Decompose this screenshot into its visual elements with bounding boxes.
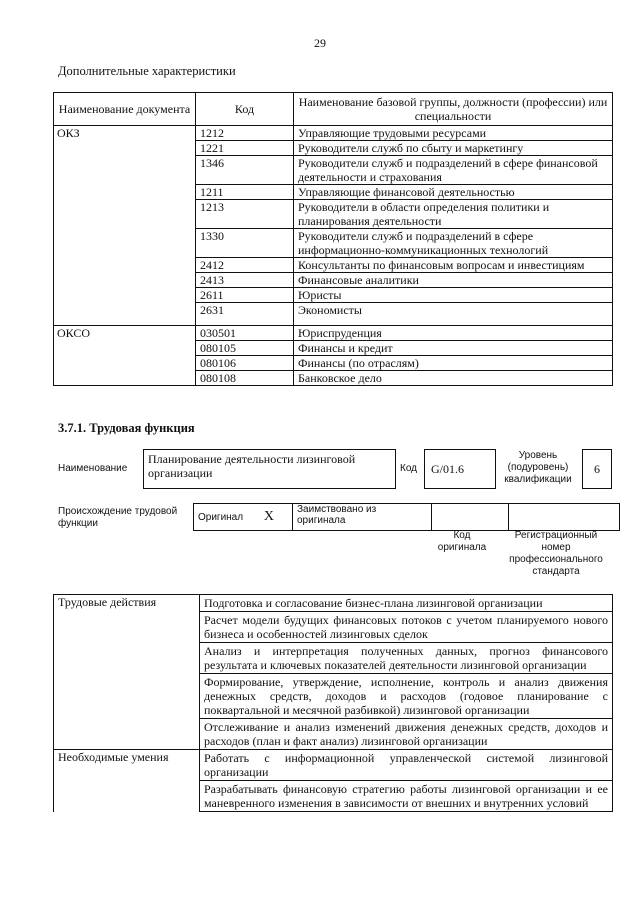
code-original-cell <box>432 504 509 531</box>
code-cell: 2611 <box>196 288 294 303</box>
name-label: Наименование <box>58 463 128 474</box>
labor-action: Расчет модели будущих финансовых потоков с учетом планируемого нового бизнеса и особенностей лизинговых сделок <box>200 612 613 643</box>
code-cell: 080106 <box>196 356 294 371</box>
name-cell: Юриспруденция <box>294 326 613 341</box>
table-row <box>54 126 613 141</box>
reg-number-label: Регистрационный номер профессионального стандарта <box>509 530 603 577</box>
name-cell: Управляющие трудовыми ресурсами <box>294 126 613 141</box>
code-cell: 1213 <box>196 200 294 229</box>
name-cell: Финансовые аналитики <box>294 273 613 288</box>
code-label: Код <box>400 463 418 474</box>
skills-label: Необходимые умения <box>54 750 200 812</box>
doc-okso: ОКСО <box>54 326 196 386</box>
original-mark: X <box>263 509 274 524</box>
table-row <box>54 595 613 612</box>
table-row <box>194 504 620 531</box>
labor-actions-table <box>53 594 613 812</box>
labor-actions-label: Трудовые действия <box>54 595 200 750</box>
labor-action: Анализ и интерпретация полученных данных, прогноз финансового результата и ключевых показателей деятельности лизинговой организации <box>200 643 613 674</box>
code-cell: 2413 <box>196 273 294 288</box>
header-code: Код <box>196 93 294 126</box>
code-cell: 080108 <box>196 371 294 386</box>
name-cell: Юристы <box>294 288 613 303</box>
function-name-value: Планирование деятельности лизинговой организации <box>143 449 396 489</box>
code-cell: 2631 <box>196 303 294 326</box>
original-cell <box>194 504 293 531</box>
section-title: Дополнительные характеристики <box>58 64 236 78</box>
code-cell: 2412 <box>196 258 294 273</box>
table-row <box>54 750 613 781</box>
name-cell: Экономисты <box>294 303 613 326</box>
labor-action: Подготовка и согласование бизнес-плана лизинговой организации <box>200 595 613 612</box>
name-cell: Консультанты по финансовым вопросам и инвестициям <box>294 258 613 273</box>
header-name: Наименование базовой группы, должности (профессии) или специальности <box>294 93 613 126</box>
table-header-row <box>54 93 613 126</box>
code-cell: 1330 <box>196 229 294 258</box>
additional-characteristics-table <box>53 92 613 386</box>
header-document: Наименование документа <box>54 93 196 126</box>
level-label: Уровень (подуровень) квалификации <box>504 450 572 485</box>
code-cell: 1346 <box>196 156 294 185</box>
function-heading: 3.7.1. Трудовая функция <box>58 421 195 435</box>
original-label: Оригинал <box>198 512 244 523</box>
name-cell: Руководители служб и подразделений в сфере финансовой деятельности и страхования <box>294 156 613 185</box>
origin-table <box>193 503 620 531</box>
origin-label: Происхождение трудовой функции <box>58 506 178 529</box>
doc-okz: ОКЗ <box>54 126 196 326</box>
table-row <box>54 326 613 341</box>
function-code-value: G/01.6 <box>424 449 496 489</box>
level-value: 6 <box>582 449 612 489</box>
reg-number-cell <box>509 504 620 531</box>
name-cell: Руководители служб и подразделений в сфере информационно-коммуникационных технологий <box>294 229 613 258</box>
code-cell: 1211 <box>196 185 294 200</box>
borrowed-label: Заимствовано из оригинала <box>293 504 432 531</box>
page-number: 29 <box>314 36 326 50</box>
name-cell: Управляющие финансовой деятельностью <box>294 185 613 200</box>
name-cell: Руководители служб по сбыту и маркетингу <box>294 141 613 156</box>
name-cell: Финансы и кредит <box>294 341 613 356</box>
code-cell: 030501 <box>196 326 294 341</box>
code-original-label: Код оригинала <box>437 530 487 553</box>
code-cell: 1221 <box>196 141 294 156</box>
labor-action: Отслеживание и анализ изменений движения денежных средств, доходов и расходов (план и факт анализ) лизинговой организации <box>200 719 613 750</box>
skill-item: Разрабатывать финансовую стратегию работы лизинговой организации и ее маневренного изменения в зависимости от внешних и внутренних условий <box>200 781 613 812</box>
skill-item: Работать с информационной управленческой системой лизинговой организации <box>200 750 613 781</box>
code-cell: 080105 <box>196 341 294 356</box>
name-cell: Банковское дело <box>294 371 613 386</box>
code-cell: 1212 <box>196 126 294 141</box>
name-cell: Руководители в области определения политики и планирования деятельности <box>294 200 613 229</box>
labor-action: Формирование, утверждение, исполнение, контроль и анализ движения денежных средств, доходов и расходов (годовое планирование с поквартальной и месячной разбивкой) лизинговой организации <box>200 674 613 719</box>
name-cell: Финансы (по отраслям) <box>294 356 613 371</box>
